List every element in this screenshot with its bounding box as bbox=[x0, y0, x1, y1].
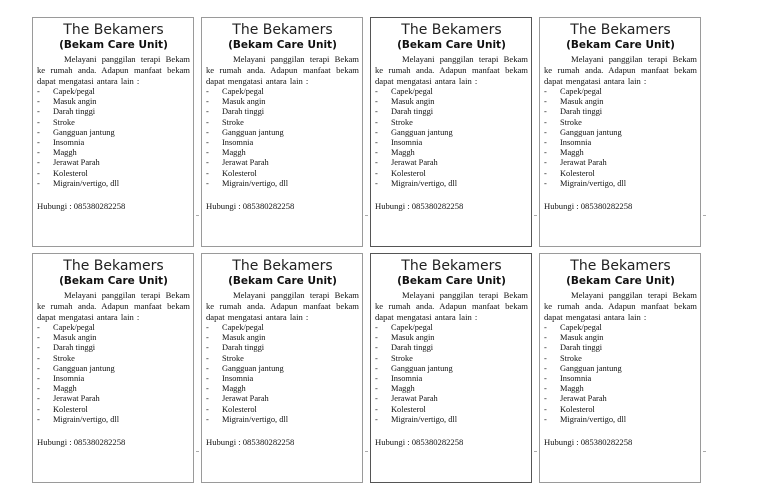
bullet-dash: - bbox=[206, 107, 209, 117]
flyer-subtitle: (Bekam Care Unit) bbox=[59, 39, 168, 51]
benefit-item bbox=[37, 374, 190, 384]
flyer-contact: Hubungi : 085380282258 bbox=[375, 437, 464, 448]
benefit-item bbox=[206, 87, 359, 97]
benefit-label: Stroke bbox=[222, 353, 244, 363]
benefit-label: Jerawat Parah bbox=[391, 158, 438, 168]
bullet-dash: - bbox=[544, 394, 547, 404]
benefit-label: Migrain/vertigo, dll bbox=[222, 178, 289, 188]
benefit-item bbox=[544, 415, 697, 425]
bullet-dash: - bbox=[37, 87, 40, 96]
flyer-title: The Bekamers bbox=[401, 258, 502, 274]
bullet-dash: - bbox=[37, 414, 40, 424]
flyer-contact: Hubungi : 085380282258 bbox=[37, 437, 126, 448]
flyer-intro: Melayani panggilan terapi Bekam ke rumah anda. Adapun manfaat bekam dapat mengatasi antara lain : bbox=[37, 54, 190, 86]
bullet-dash: - bbox=[544, 343, 547, 353]
bullet-dash: - bbox=[206, 353, 209, 363]
benefit-label: Gangguan jantung bbox=[391, 127, 453, 137]
benefit-label: Maggh bbox=[222, 384, 246, 394]
bullet-dash: - bbox=[375, 323, 378, 332]
flyer-contact: Hubungi : 085380282258 bbox=[544, 437, 633, 448]
benefit-item bbox=[544, 394, 697, 404]
benefit-label: Capek/pegal bbox=[53, 323, 95, 332]
bullet-dash: - bbox=[375, 148, 378, 158]
benefit-label: Kolesterol bbox=[560, 168, 595, 178]
flyer-title: The Bekamers bbox=[570, 22, 671, 38]
benefit-label: Insomnia bbox=[53, 138, 85, 148]
benefit-label: Gangguan jantung bbox=[560, 363, 622, 373]
benefit-label: Insomnia bbox=[391, 138, 423, 148]
bullet-dash: - bbox=[544, 353, 547, 363]
bullet-dash: - bbox=[544, 323, 547, 332]
benefit-list bbox=[375, 323, 528, 425]
benefit-item bbox=[206, 364, 359, 374]
benefit-label: Maggh bbox=[53, 384, 77, 394]
bullet-dash: - bbox=[375, 97, 378, 107]
bullet-dash: - bbox=[37, 394, 40, 404]
benefit-item bbox=[206, 415, 359, 425]
bullet-dash: - bbox=[375, 363, 378, 373]
benefit-item bbox=[375, 333, 528, 343]
benefit-item bbox=[375, 343, 528, 353]
benefit-label: Darah tinggi bbox=[222, 343, 265, 353]
benefit-item bbox=[206, 354, 359, 364]
flyer-contact: Hubungi : 085380282258 bbox=[206, 201, 295, 212]
cut-mark bbox=[703, 215, 706, 216]
benefit-item bbox=[544, 158, 697, 168]
benefit-item bbox=[544, 148, 697, 158]
benefit-item bbox=[37, 179, 190, 189]
benefit-label: Capek/pegal bbox=[222, 87, 264, 96]
flyer-card bbox=[201, 17, 363, 247]
benefit-item bbox=[206, 107, 359, 117]
bullet-dash: - bbox=[544, 363, 547, 373]
benefit-item bbox=[375, 323, 528, 333]
benefit-label: Migrain/vertigo, dll bbox=[391, 178, 458, 188]
bullet-dash: - bbox=[544, 168, 547, 178]
benefit-label: Gangguan jantung bbox=[222, 127, 284, 137]
benefit-label: Stroke bbox=[391, 353, 413, 363]
benefit-item bbox=[206, 138, 359, 148]
benefit-item bbox=[206, 394, 359, 404]
benefit-label: Jerawat Parah bbox=[53, 158, 100, 168]
bullet-dash: - bbox=[544, 414, 547, 424]
benefit-item bbox=[206, 384, 359, 394]
flyer-card bbox=[32, 253, 194, 483]
bullet-dash: - bbox=[375, 394, 378, 404]
benefit-item bbox=[206, 158, 359, 168]
benefit-item bbox=[37, 323, 190, 333]
flyer-title: The Bekamers bbox=[63, 258, 164, 274]
benefit-label: Maggh bbox=[560, 384, 584, 394]
flyer-intro: Melayani panggilan terapi Bekam ke rumah anda. Adapun manfaat bekam dapat mengatasi antara lain : bbox=[544, 290, 697, 322]
bullet-dash: - bbox=[544, 127, 547, 137]
benefit-label: Jerawat Parah bbox=[560, 158, 607, 168]
benefit-list bbox=[206, 87, 359, 189]
benefit-item bbox=[37, 343, 190, 353]
benefit-item bbox=[37, 118, 190, 128]
cut-mark bbox=[365, 215, 368, 216]
benefit-list bbox=[206, 323, 359, 425]
benefit-item bbox=[544, 374, 697, 384]
flyer-card bbox=[370, 17, 532, 247]
benefit-label: Maggh bbox=[53, 148, 77, 158]
bullet-dash: - bbox=[206, 333, 209, 343]
benefit-label: Masuk angin bbox=[222, 333, 266, 343]
benefit-label: Kolesterol bbox=[222, 168, 257, 178]
bullet-dash: - bbox=[37, 333, 40, 343]
benefit-item bbox=[37, 158, 190, 168]
benefit-label: Jerawat Parah bbox=[222, 158, 269, 168]
benefit-label: Darah tinggi bbox=[53, 343, 96, 353]
benefit-item bbox=[544, 169, 697, 179]
flyer-intro: Melayani panggilan terapi Bekam ke rumah anda. Adapun manfaat bekam dapat mengatasi antara lain : bbox=[37, 290, 190, 322]
flyer-subtitle: (Bekam Care Unit) bbox=[397, 275, 506, 287]
benefit-item bbox=[375, 97, 528, 107]
bullet-dash: - bbox=[37, 138, 40, 148]
flyer-contact: Hubungi : 085380282258 bbox=[206, 437, 295, 448]
bullet-dash: - bbox=[544, 333, 547, 343]
benefit-item bbox=[206, 148, 359, 158]
benefit-item bbox=[37, 394, 190, 404]
flyer-contact: Hubungi : 085380282258 bbox=[37, 201, 126, 212]
benefit-label: Maggh bbox=[391, 384, 415, 394]
benefit-label: Maggh bbox=[222, 148, 246, 158]
bullet-dash: - bbox=[37, 117, 40, 127]
bullet-dash: - bbox=[206, 404, 209, 414]
benefit-label: Stroke bbox=[222, 117, 244, 127]
benefit-label: Maggh bbox=[560, 148, 584, 158]
benefit-item bbox=[206, 118, 359, 128]
bullet-dash: - bbox=[37, 343, 40, 353]
benefit-item bbox=[544, 343, 697, 353]
cut-mark bbox=[196, 451, 199, 452]
benefit-item bbox=[544, 97, 697, 107]
benefit-item bbox=[206, 405, 359, 415]
benefit-item bbox=[206, 128, 359, 138]
bullet-dash: - bbox=[544, 148, 547, 158]
flyer-card bbox=[539, 17, 701, 247]
benefit-label: Kolesterol bbox=[222, 404, 257, 414]
bullet-dash: - bbox=[206, 343, 209, 353]
bullet-dash: - bbox=[206, 138, 209, 148]
benefit-list bbox=[544, 323, 697, 425]
benefit-list bbox=[37, 87, 190, 189]
benefit-item bbox=[37, 354, 190, 364]
benefit-list bbox=[544, 87, 697, 189]
benefit-item bbox=[375, 384, 528, 394]
bullet-dash: - bbox=[544, 384, 547, 394]
benefit-list bbox=[375, 87, 528, 189]
benefit-label: Stroke bbox=[560, 353, 582, 363]
benefit-item bbox=[375, 364, 528, 374]
benefit-item bbox=[37, 364, 190, 374]
benefit-label: Capek/pegal bbox=[391, 87, 433, 96]
bullet-dash: - bbox=[544, 87, 547, 96]
benefit-label: Darah tinggi bbox=[222, 107, 265, 117]
benefit-item bbox=[206, 179, 359, 189]
bullet-dash: - bbox=[206, 178, 209, 188]
bullet-dash: - bbox=[544, 138, 547, 148]
flyer-card bbox=[539, 253, 701, 483]
benefit-label: Capek/pegal bbox=[53, 87, 95, 96]
bullet-dash: - bbox=[37, 363, 40, 373]
benefit-label: Masuk angin bbox=[391, 97, 435, 107]
benefit-item bbox=[544, 384, 697, 394]
benefit-label: Migrain/vertigo, dll bbox=[222, 414, 289, 424]
benefit-item bbox=[375, 138, 528, 148]
benefit-label: Gangguan jantung bbox=[560, 127, 622, 137]
bullet-dash: - bbox=[544, 404, 547, 414]
benefit-label: Kolesterol bbox=[391, 404, 426, 414]
benefit-label: Insomnia bbox=[222, 138, 254, 148]
benefit-item bbox=[375, 394, 528, 404]
bullet-dash: - bbox=[206, 414, 209, 424]
cut-mark bbox=[534, 451, 537, 452]
flyer-contact: Hubungi : 085380282258 bbox=[375, 201, 464, 212]
bullet-dash: - bbox=[206, 117, 209, 127]
flyer-card bbox=[370, 253, 532, 483]
bullet-dash: - bbox=[375, 138, 378, 148]
benefit-item bbox=[206, 97, 359, 107]
benefit-item bbox=[37, 333, 190, 343]
benefit-item bbox=[375, 128, 528, 138]
benefit-label: Maggh bbox=[391, 148, 415, 158]
bullet-dash: - bbox=[206, 87, 209, 96]
bullet-dash: - bbox=[206, 323, 209, 332]
flyer-card bbox=[201, 253, 363, 483]
bullet-dash: - bbox=[375, 414, 378, 424]
bullet-dash: - bbox=[37, 178, 40, 188]
benefit-item bbox=[375, 87, 528, 97]
bullet-dash: - bbox=[375, 404, 378, 414]
benefit-item bbox=[375, 169, 528, 179]
benefit-label: Masuk angin bbox=[391, 333, 435, 343]
bullet-dash: - bbox=[37, 404, 40, 414]
benefit-label: Darah tinggi bbox=[53, 107, 96, 117]
benefit-label: Insomnia bbox=[560, 374, 592, 384]
flyer-subtitle: (Bekam Care Unit) bbox=[59, 275, 168, 287]
bullet-dash: - bbox=[206, 168, 209, 178]
benefit-item bbox=[544, 128, 697, 138]
benefit-label: Jerawat Parah bbox=[560, 394, 607, 404]
bullet-dash: - bbox=[544, 107, 547, 117]
benefit-item bbox=[375, 354, 528, 364]
benefit-item bbox=[375, 118, 528, 128]
bullet-dash: - bbox=[37, 107, 40, 117]
benefit-label: Darah tinggi bbox=[391, 107, 434, 117]
benefit-item bbox=[37, 148, 190, 158]
benefit-item bbox=[206, 374, 359, 384]
bullet-dash: - bbox=[206, 127, 209, 137]
cut-mark bbox=[365, 451, 368, 452]
flyer-intro: Melayani panggilan terapi Bekam ke rumah anda. Adapun manfaat bekam dapat mengatasi antara lain : bbox=[375, 290, 528, 322]
benefit-label: Darah tinggi bbox=[560, 107, 603, 117]
benefit-label: Jerawat Parah bbox=[53, 394, 100, 404]
benefit-label: Jerawat Parah bbox=[222, 394, 269, 404]
flyer-intro: Melayani panggilan terapi Bekam ke rumah anda. Adapun manfaat bekam dapat mengatasi antara lain : bbox=[206, 290, 359, 322]
benefit-item bbox=[375, 179, 528, 189]
bullet-dash: - bbox=[375, 333, 378, 343]
benefit-item bbox=[37, 97, 190, 107]
flyer-title: The Bekamers bbox=[570, 258, 671, 274]
bullet-dash: - bbox=[37, 374, 40, 384]
bullet-dash: - bbox=[375, 107, 378, 117]
bullet-dash: - bbox=[544, 374, 547, 384]
flyer-intro: Melayani panggilan terapi Bekam ke rumah anda. Adapun manfaat bekam dapat mengatasi antara lain : bbox=[206, 54, 359, 86]
benefit-item bbox=[375, 405, 528, 415]
bullet-dash: - bbox=[37, 97, 40, 107]
flyer-title: The Bekamers bbox=[232, 258, 333, 274]
benefit-item bbox=[544, 333, 697, 343]
bullet-dash: - bbox=[544, 117, 547, 127]
benefit-label: Stroke bbox=[391, 117, 413, 127]
benefit-item bbox=[37, 415, 190, 425]
benefit-label: Kolesterol bbox=[53, 404, 88, 414]
bullet-dash: - bbox=[375, 384, 378, 394]
benefit-label: Masuk angin bbox=[560, 97, 604, 107]
benefit-label: Capek/pegal bbox=[222, 323, 264, 332]
benefit-label: Insomnia bbox=[560, 138, 592, 148]
bullet-dash: - bbox=[206, 363, 209, 373]
benefit-item bbox=[544, 87, 697, 97]
benefit-label: Insomnia bbox=[391, 374, 423, 384]
benefit-label: Migrain/vertigo, dll bbox=[53, 414, 120, 424]
bullet-dash: - bbox=[206, 148, 209, 158]
bullet-dash: - bbox=[375, 374, 378, 384]
benefit-label: Capek/pegal bbox=[560, 87, 602, 96]
benefit-item bbox=[544, 107, 697, 117]
flyer-subtitle: (Bekam Care Unit) bbox=[397, 39, 506, 51]
benefit-label: Insomnia bbox=[222, 374, 254, 384]
benefit-label: Stroke bbox=[53, 117, 75, 127]
bullet-dash: - bbox=[544, 97, 547, 107]
benefit-item bbox=[375, 148, 528, 158]
bullet-dash: - bbox=[37, 148, 40, 158]
bullet-dash: - bbox=[375, 168, 378, 178]
benefit-label: Capek/pegal bbox=[560, 323, 602, 332]
benefit-label: Migrain/vertigo, dll bbox=[560, 414, 627, 424]
bullet-dash: - bbox=[206, 158, 209, 168]
benefit-item bbox=[375, 415, 528, 425]
benefit-item bbox=[375, 158, 528, 168]
cut-mark bbox=[196, 215, 199, 216]
benefit-item bbox=[544, 138, 697, 148]
flyer-intro: Melayani panggilan terapi Bekam ke rumah anda. Adapun manfaat bekam dapat mengatasi antara lain : bbox=[544, 54, 697, 86]
benefit-item bbox=[37, 87, 190, 97]
benefit-item bbox=[375, 107, 528, 117]
benefit-label: Migrain/vertigo, dll bbox=[560, 178, 627, 188]
benefit-item bbox=[206, 323, 359, 333]
bullet-dash: - bbox=[375, 178, 378, 188]
flyer-card bbox=[32, 17, 194, 247]
benefit-label: Darah tinggi bbox=[560, 343, 603, 353]
bullet-dash: - bbox=[375, 158, 378, 168]
benefit-label: Masuk angin bbox=[53, 333, 97, 343]
bullet-dash: - bbox=[37, 158, 40, 168]
bullet-dash: - bbox=[206, 374, 209, 384]
benefit-item bbox=[544, 364, 697, 374]
bullet-dash: - bbox=[375, 117, 378, 127]
bullet-dash: - bbox=[206, 384, 209, 394]
benefit-item bbox=[37, 128, 190, 138]
cut-mark bbox=[534, 215, 537, 216]
bullet-dash: - bbox=[375, 353, 378, 363]
bullet-dash: - bbox=[37, 384, 40, 394]
benefit-item bbox=[544, 405, 697, 415]
bullet-dash: - bbox=[375, 87, 378, 96]
cut-mark bbox=[703, 451, 706, 452]
flyer-subtitle: (Bekam Care Unit) bbox=[228, 39, 337, 51]
benefit-label: Stroke bbox=[53, 353, 75, 363]
bullet-dash: - bbox=[375, 343, 378, 353]
benefit-label: Gangguan jantung bbox=[391, 363, 453, 373]
benefit-label: Gangguan jantung bbox=[53, 363, 115, 373]
benefit-label: Capek/pegal bbox=[391, 323, 433, 332]
bullet-dash: - bbox=[206, 97, 209, 107]
bullet-dash: - bbox=[37, 127, 40, 137]
benefit-label: Insomnia bbox=[53, 374, 85, 384]
flyer-intro: Melayani panggilan terapi Bekam ke rumah anda. Adapun manfaat bekam dapat mengatasi antara lain : bbox=[375, 54, 528, 86]
benefit-item bbox=[37, 384, 190, 394]
benefit-label: Masuk angin bbox=[222, 97, 266, 107]
benefit-item bbox=[206, 169, 359, 179]
benefit-item bbox=[37, 107, 190, 117]
flyer-contact: Hubungi : 085380282258 bbox=[544, 201, 633, 212]
benefit-item bbox=[37, 138, 190, 148]
bullet-dash: - bbox=[375, 127, 378, 137]
bullet-dash: - bbox=[37, 353, 40, 363]
benefit-item bbox=[37, 169, 190, 179]
benefit-label: Gangguan jantung bbox=[53, 127, 115, 137]
benefit-label: Kolesterol bbox=[391, 168, 426, 178]
benefit-label: Stroke bbox=[560, 117, 582, 127]
benefit-item bbox=[206, 343, 359, 353]
benefit-label: Jerawat Parah bbox=[391, 394, 438, 404]
benefit-item bbox=[375, 374, 528, 384]
benefit-item bbox=[544, 179, 697, 189]
benefit-label: Gangguan jantung bbox=[222, 363, 284, 373]
benefit-label: Kolesterol bbox=[53, 168, 88, 178]
benefit-label: Darah tinggi bbox=[391, 343, 434, 353]
bullet-dash: - bbox=[544, 178, 547, 188]
bullet-dash: - bbox=[206, 394, 209, 404]
benefit-list bbox=[37, 323, 190, 425]
bullet-dash: - bbox=[544, 158, 547, 168]
benefit-item bbox=[37, 405, 190, 415]
flyer-title: The Bekamers bbox=[63, 22, 164, 38]
benefit-item bbox=[544, 354, 697, 364]
benefit-item bbox=[544, 118, 697, 128]
flyer-subtitle: (Bekam Care Unit) bbox=[228, 275, 337, 287]
benefit-item bbox=[206, 333, 359, 343]
benefit-item bbox=[544, 323, 697, 333]
flyer-subtitle: (Bekam Care Unit) bbox=[566, 39, 675, 51]
flyer-title: The Bekamers bbox=[401, 22, 502, 38]
benefit-label: Kolesterol bbox=[560, 404, 595, 414]
benefit-label: Masuk angin bbox=[53, 97, 97, 107]
flyer-title: The Bekamers bbox=[232, 22, 333, 38]
benefit-label: Migrain/vertigo, dll bbox=[391, 414, 458, 424]
benefit-label: Masuk angin bbox=[560, 333, 604, 343]
flyer-subtitle: (Bekam Care Unit) bbox=[566, 275, 675, 287]
bullet-dash: - bbox=[37, 168, 40, 178]
benefit-label: Migrain/vertigo, dll bbox=[53, 178, 120, 188]
bullet-dash: - bbox=[37, 323, 40, 332]
